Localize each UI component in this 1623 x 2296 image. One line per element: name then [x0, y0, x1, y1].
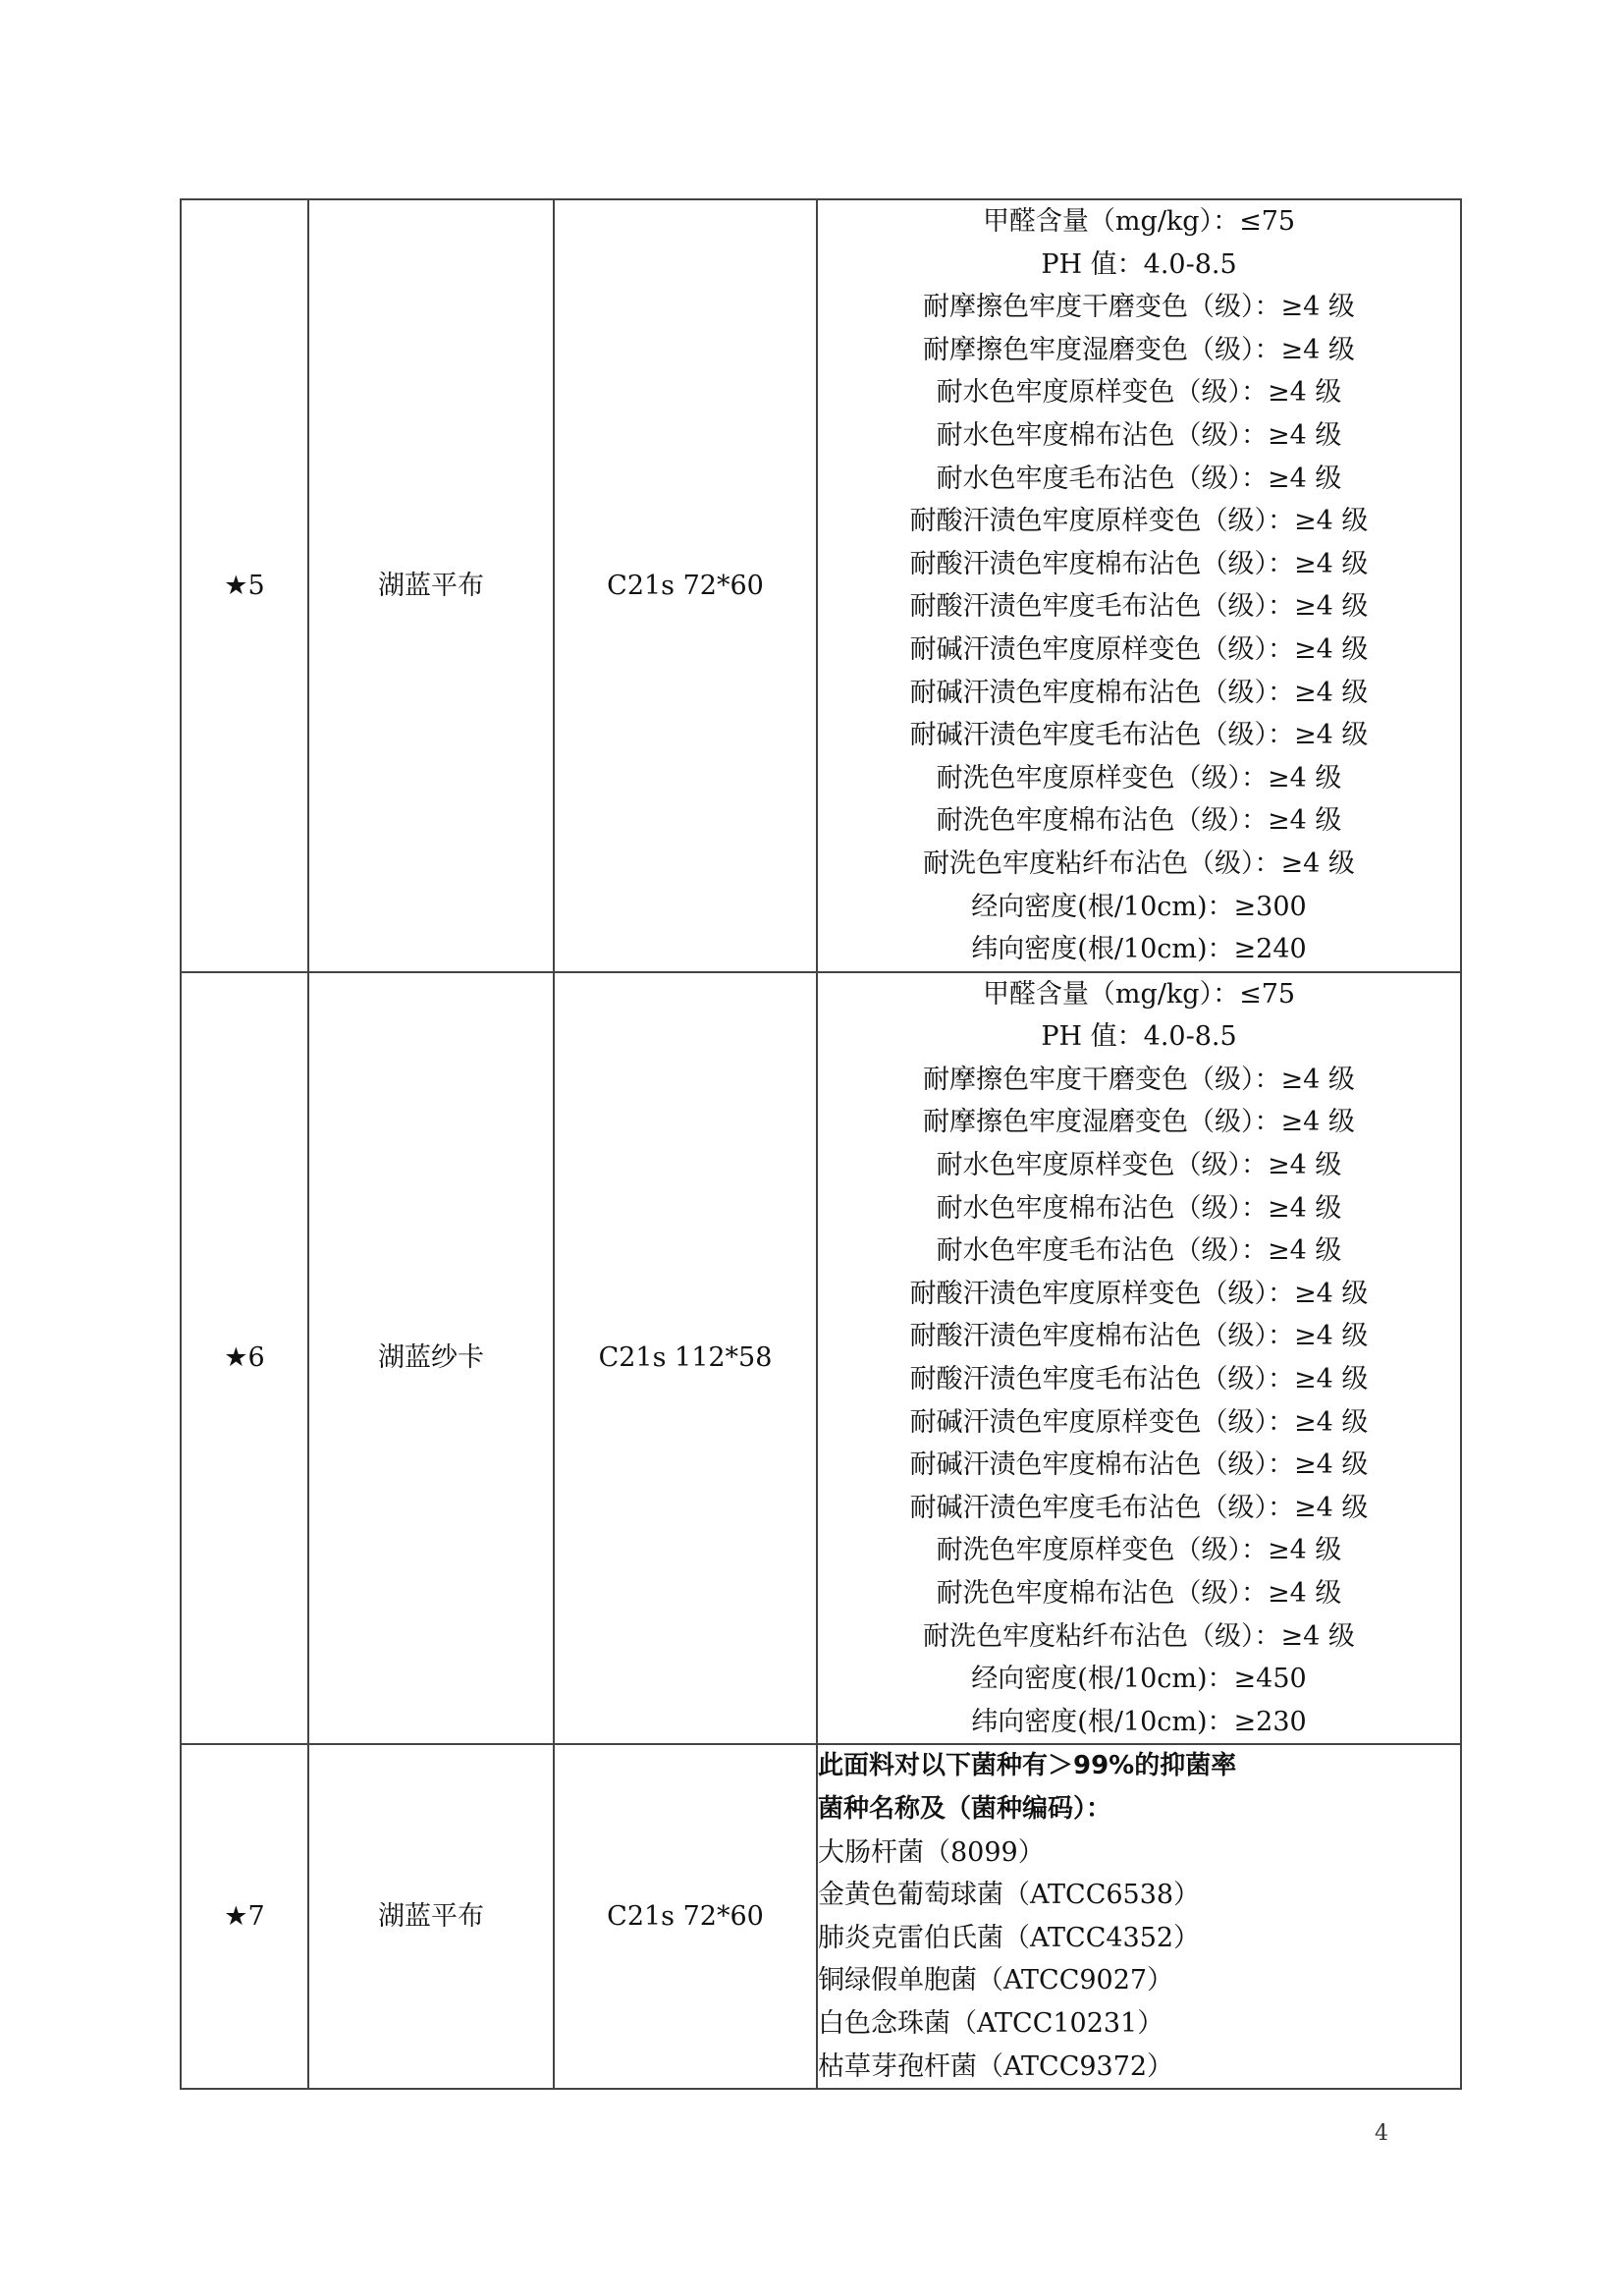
- fabric-name: 湖蓝平布: [308, 1744, 554, 2089]
- requirement-line: 耐水色牢度原样变色（级）：≥4 级: [936, 1150, 1342, 1181]
- requirement-line: 耐酸汗渍色牢度棉布沾色（级）：≥4 级: [909, 548, 1369, 579]
- requirement-line: 耐洗色牢度棉布沾色（级）：≥4 级: [936, 1578, 1342, 1609]
- requirement-line: PH 值：4.0-8.5: [1041, 1021, 1237, 1053]
- requirement-line: 耐碱汗渍色牢度原样变色（级）：≥4 级: [909, 1406, 1369, 1438]
- requirement-line: 耐水色牢度棉布沾色（级）：≥4 级: [936, 1192, 1342, 1224]
- strain-line: 大肠杆菌（8099）: [818, 1836, 1045, 1868]
- item-number: ★6: [181, 972, 308, 1745]
- requirement-line: 耐水色牢度毛布沾色（级）：≥4 级: [936, 463, 1342, 494]
- requirement-line: 耐碱汗渍色牢度原样变色（级）：≥4 级: [909, 633, 1369, 665]
- table-row: [181, 972, 1461, 1745]
- antibacterial-requirements-cell: [817, 1744, 1461, 2089]
- requirement-line: 耐酸汗渍色牢度原样变色（级）：≥4 级: [909, 1278, 1369, 1309]
- requirement-line: 耐摩擦色牢度湿磨变色（级）：≥4 级: [923, 334, 1355, 365]
- fabric-spec: C21s 72*60: [554, 199, 817, 972]
- requirement-line: 耐水色牢度毛布沾色（级）：≥4 级: [936, 1235, 1342, 1267]
- strain-line: 铜绿假单胞菌（ATCC9027）: [818, 1965, 1174, 1996]
- requirement-line: 甲醛含量（mg/kg）：≤75: [982, 978, 1296, 1010]
- requirement-line: 纬向密度(根/10cm)：≥240: [971, 934, 1307, 965]
- requirement-line: 耐水色牢度原样变色（级）：≥4 级: [936, 377, 1342, 409]
- requirement-line: 耐摩擦色牢度干磨变色（级）：≥4 级: [923, 292, 1355, 323]
- antibacterial-heading: 此面料对以下菌种有＞99%的抑菌率: [818, 1751, 1237, 1781]
- requirements-cell: [817, 972, 1461, 1745]
- requirement-line: 耐洗色牢度粘纤布沾色（级）：≥4 级: [923, 1620, 1355, 1652]
- requirements-cell: [817, 199, 1461, 972]
- requirement-line: 耐碱汗渍色牢度毛布沾色（级）：≥4 级: [909, 1492, 1369, 1523]
- strain-list-heading: 菌种名称及（菌种编码）：: [818, 1793, 1112, 1824]
- strain-line: 肺炎克雷伯氏菌（ATCC4352）: [818, 1922, 1201, 1953]
- table-row: [181, 1744, 1461, 2089]
- requirement-line: 耐洗色牢度棉布沾色（级）：≥4 级: [936, 805, 1342, 837]
- requirement-line: 纬向密度(根/10cm)：≥230: [971, 1706, 1307, 1737]
- requirement-line: 耐洗色牢度粘纤布沾色（级）：≥4 级: [923, 847, 1355, 879]
- requirement-line: 耐酸汗渍色牢度原样变色（级）：≥4 级: [909, 506, 1369, 537]
- requirement-line: PH 值：4.0-8.5: [1041, 248, 1237, 280]
- requirement-line: 耐碱汗渍色牢度棉布沾色（级）：≥4 级: [909, 677, 1369, 708]
- requirement-line: 耐洗色牢度原样变色（级）：≥4 级: [936, 1535, 1342, 1566]
- item-number: ★5: [181, 199, 308, 972]
- strain-line: 枯草芽孢杆菌（ATCC9372）: [818, 2050, 1174, 2082]
- requirement-line: 耐摩擦色牢度干磨变色（级）：≥4 级: [923, 1064, 1355, 1095]
- requirement-line: 耐酸汗渍色牢度毛布沾色（级）：≥4 级: [909, 1364, 1369, 1395]
- requirement-line: 经向密度(根/10cm)：≥300: [971, 891, 1307, 922]
- strain-line: 白色念珠菌（ATCC10231）: [818, 2007, 1164, 2039]
- requirement-line: 耐摩擦色牢度湿磨变色（级）：≥4 级: [923, 1107, 1355, 1138]
- page-number: 4: [1375, 2121, 1388, 2146]
- fabric-name: 湖蓝纱卡: [308, 972, 554, 1745]
- fabric-spec: C21s 72*60: [554, 1744, 817, 2089]
- requirement-line: 耐碱汗渍色牢度棉布沾色（级）：≥4 级: [909, 1449, 1369, 1481]
- requirement-line: 耐碱汗渍色牢度毛布沾色（级）：≥4 级: [909, 720, 1369, 751]
- requirement-line: 经向密度(根/10cm)：≥450: [971, 1664, 1307, 1695]
- strain-line: 金黄色葡萄球菌（ATCC6538）: [818, 1880, 1201, 1911]
- fabric-spec: C21s 112*58: [554, 972, 817, 1745]
- fabric-name: 湖蓝平布: [308, 199, 554, 972]
- requirement-line: 耐洗色牢度原样变色（级）：≥4 级: [936, 762, 1342, 793]
- requirement-line: 耐酸汗渍色牢度毛布沾色（级）：≥4 级: [909, 591, 1369, 623]
- table-row: [181, 199, 1461, 972]
- requirement-line: 耐酸汗渍色牢度棉布沾色（级）：≥4 级: [909, 1321, 1369, 1352]
- requirement-line: 甲醛含量（mg/kg）：≤75: [982, 206, 1296, 237]
- spec-table: [180, 198, 1462, 2090]
- item-number: ★7: [181, 1744, 308, 2089]
- requirement-line: 耐水色牢度棉布沾色（级）：≥4 级: [936, 419, 1342, 451]
